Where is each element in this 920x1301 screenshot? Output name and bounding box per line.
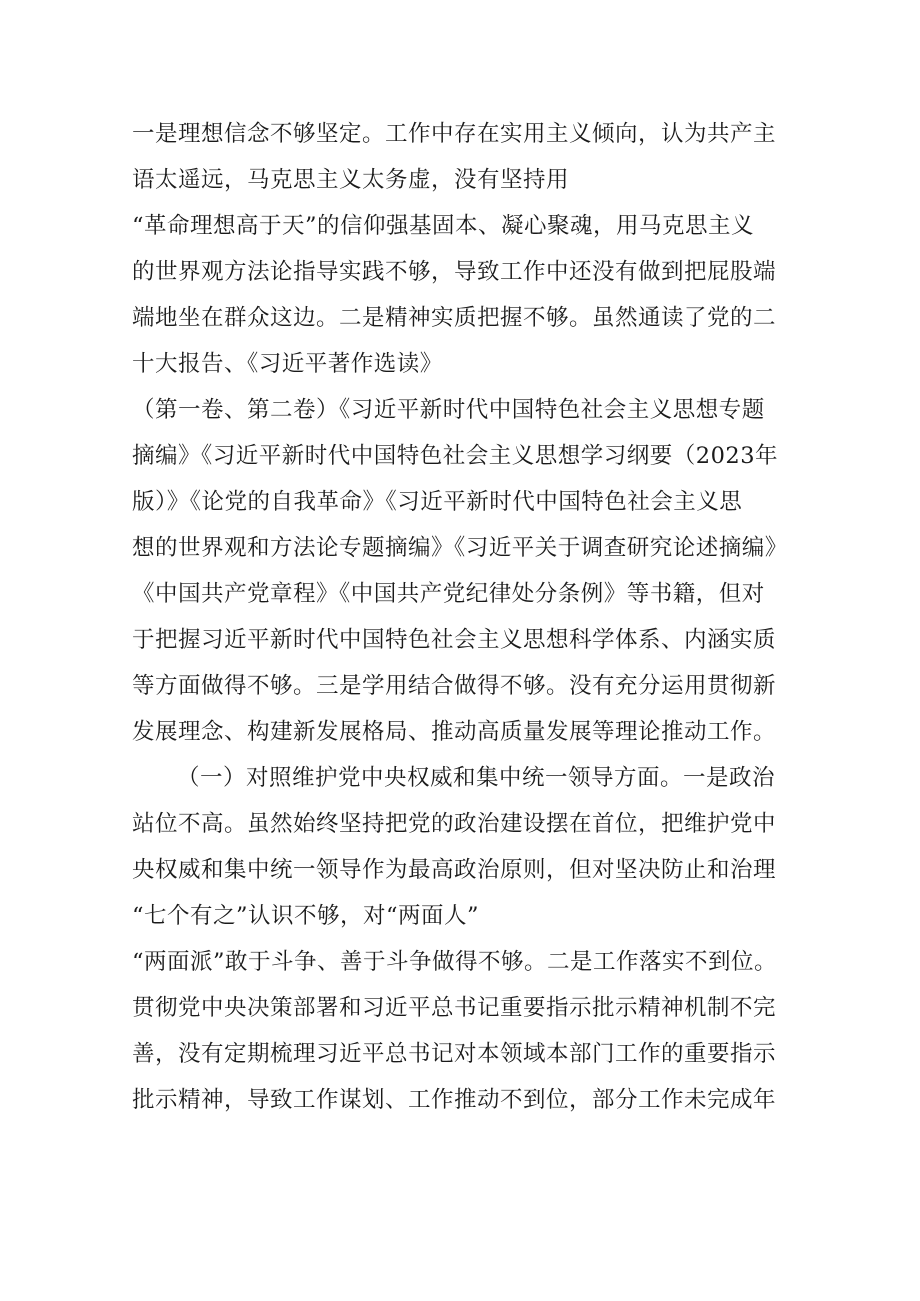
text-line: 摘编》《习近平新时代中国特色社会主义思想学习纲要（2023年: [132, 443, 779, 469]
text-line: 的世界观方法论指导实践不够，导致工作中还没有做到把屁股端: [132, 259, 777, 285]
text-line: 央权威和集中统一领导作为最高政治原则，但对坚决防止和治理: [132, 857, 777, 883]
text-line: 于把握习近平新时代中国特色社会主义思想科学体系、内涵实质: [132, 627, 777, 653]
section-heading-line: （一）对照维护党中央权威和集中统一领导方面。一是政治: [177, 765, 776, 791]
text-line: 想的世界观和方法论专题摘编》《习近平关于调查研究论述摘编》: [132, 535, 788, 561]
text-line: “革命理想高于天”的信仰强基固本、凝心聚魂，用马克思主义: [132, 213, 755, 239]
text-line: 版）》《论党的自我革命》《习近平新时代中国特色社会主义思: [132, 489, 743, 515]
text-line: “两面派”敢于斗争、善于斗争做得不够。二是工作落实不到位。: [132, 949, 778, 975]
text-line: 十大报告、《习近平著作选读》: [132, 351, 443, 377]
text-line: 善，没有定期梳理习近平总书记对本领域本部门工作的重要指示: [132, 1041, 777, 1067]
text-line: 贯彻党中央决策部署和习近平总书记重要指示批示精神机制不完: [132, 995, 777, 1021]
text-line: 站位不高。虽然始终坚持把党的政治建设摆在首位，把维护党中: [132, 811, 777, 837]
text-line: 语太遥远，马克思主义太务虚，没有坚持用: [132, 167, 570, 193]
body-text: [132, 111, 800, 1123]
text-line: “七个有之”认识不够，对“两面人”: [132, 903, 480, 929]
text-line: 一是理想信念不够坚定。工作中存在实用主义倾向，认为共产主: [132, 121, 777, 147]
text-line: （第一卷、第二卷）《习近平新时代中国特色社会主义思想专题: [132, 397, 765, 423]
text-line: 等方面做得不够。三是学用结合做得不够。没有充分运用贯彻新: [132, 673, 777, 699]
text-line: 批示精神，导致工作谋划、工作推动不到位，部分工作未完成年: [132, 1087, 777, 1113]
text-line: 端地坐在群众这边。二是精神实质把握不够。虽然通读了党的二: [132, 305, 777, 331]
text-line: 《中国共产党章程》《中国共产党纪律处分条例》等书籍，但对: [132, 581, 765, 607]
text-line: 发展理念、构建新发展格局、推动高质量发展等理论推动工作。: [132, 719, 777, 745]
